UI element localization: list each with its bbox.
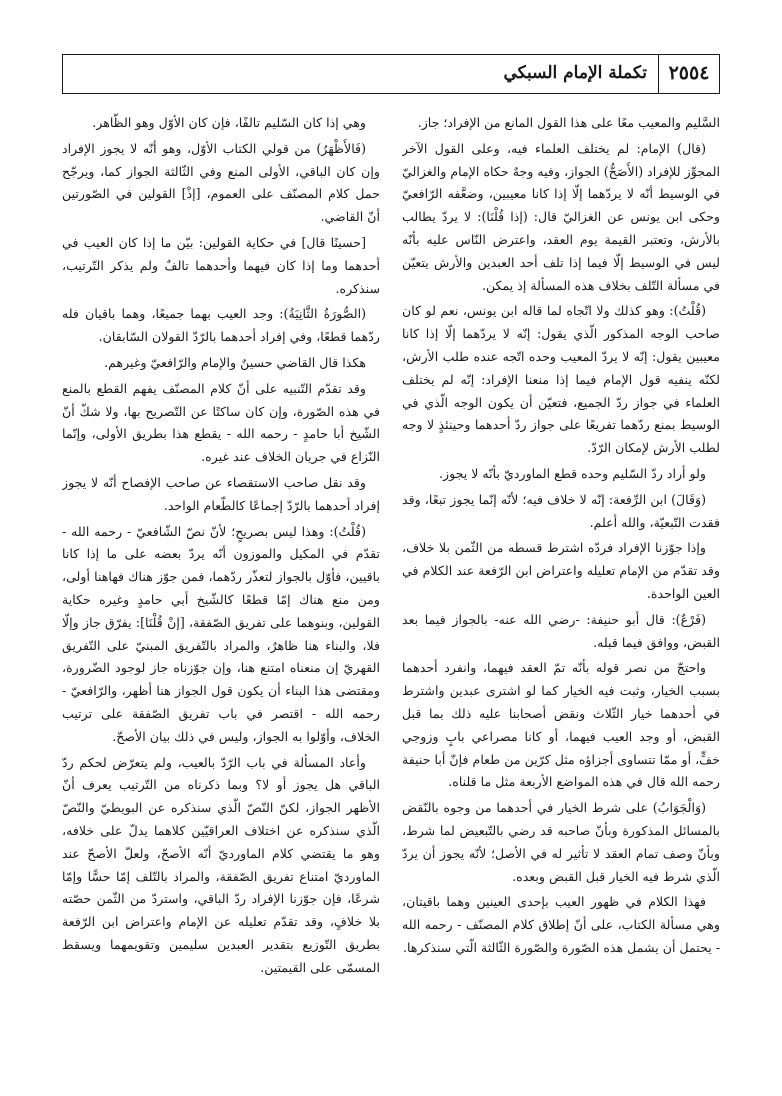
paragraph: (قال) الإمام: لم يختلف العلماء فيه، وعلى القول الآخر المجوِّز للإفراد (الأَصَحُّ) الجواز، وفيه وجهٌ حكاه الإمام والغزاليّ في الوسيط أنّه لا يردّهما إلّا إذا كانا معيبين، وضعَّفه الرّافعيّ وحكى ابن يونس عن الغزاليّ قال: (إذا قُلْنَا): لا يردّ يطالب بالأرش، وتعتبر القيمة يوم العقد، واعترض النّاس عليه بأنّه ليس في الوسيط إلّا فيما إذا تلف أحد العبدين والأرش يتعيّن في مسألة التّلف بخلاف هذه المسألة إذ يمكن.	[402, 140, 720, 293]
paragraph: (قُلْتُ): وهو كذلك ولا اتّجاه لما قاله ابن يونس، نعم لو كان صاحب الوجه المذكور الّذي يقول: إنّه لا يردّهما إلّا إذا كانا معيبين يقول: إنّه لا يردّ المعيب وحده اتّجه عنده طلب الأرش، لكنّه ينفيه قول الإمام فيما إذا منعنا الإفراد: إنّه لم يختلف العلماء في جواز ردّ الجميع، فتعيّن أن يكون الوجه الّذي في الوسيط بمنع ردّهما تفريعًا على جواز ردّ أحدهما وحينئذٍ لا وجه لطلب الأرش لإمكان الرّدّ.	[402, 303, 720, 456]
paragraph: [حسينًا قال] في حكاية القولين: بيّن ما إذا كان العيب في أحدهما وما إذا كان فيهما وأحدهما تالفٌ ولم يذكر التّرتيب، سنذكره.	[62, 234, 380, 296]
paragraph: واحتجّ من نصر قوله بأنّه تمّ العقد فيهما، وانفرد أحدهما بسبب الخيار، وثبت فيه الخيار كما لو اشترى عبدين واشترط في أحدهما خيار الثّلاث ونقض أصحابنا عليه ذلك بما قبل القبض، أو وجد العيب فيهما، أو كانا مصراعي بابٍ وزوجي خفٍّ، أو ممّا تتساوى أجزاؤه مثل كرّين من طعام فإنّ أبا حنيفة رحمه الله قال في هذه المواضع الأربعة مثل ما قلناه.	[402, 660, 720, 790]
paragraph: وإذا جوّزنا الإفراد فردّه اشترط قسطه من الثّمن بلا خلاف، وقد تقدّم من الإمام تعليله واعتراض ابن الرّفعة عند الكلام في العين الواحدة.	[402, 540, 720, 601]
paragraph: وأعاد المسألة في باب الرّدّ بالعيب، ولم يتعرّض لحكم ردّ الباقي هل يجوز أو لا؟ وبما ذكرناه من التّرتيب يعرف أنّ الأظهر الجواز، لكنّ النّصّ الّذي سنذكره عن البويطيّ والنّصّ الّذي سنذكره عن اختلاف العراقيّين كلاهما يدلّ على خلافه، وهو ما يقتضي كلام الماورديّ أنّه الأصحّ، ولعلّ الأصحّ عند الماورديّ امتناع تفريق الصّفقة، والمراد بالتّلف إمّا حسًّا وإمّا شرعًا، فإن جوّزنا الإفراد ردّ الباقي، واستردّ من الثّمن حصّته بلا خلافٍ، وقد تقدّم تعليله عن الإمام واعتراض ابن الرّفعة بطريق التّوزيع بتقدير العبدين سليمين وتقويمهما ويسقط المسمّى على القيمتين.	[62, 754, 380, 975]
paragraph: هكذا قال القاضي حسينٌ والإمام والرّافعيّ وغيرهم.	[104, 354, 366, 370]
paragraph: (الصُّورَةُ الثَّانِيَةُ): وجد العيب بهما جميعًا، وهما باقيان فله ردّهما قطعًا، وفي إفراد أحدهما بالرّدّ القولان السّابقان.	[62, 306, 380, 345]
paragraph: (وَالْجَوَابُ) على شرط الخيار في أحدهما من وجوه بالنّقض بالمسائل المذكورة وبأنّ صاحبه قد رضي بالتّبعيض لما شرط، وبأنّ وصف تمام العقد لا تأثير له في الأصل؛ لأنّه يجوز أن يردّ الّذي شرط فيه الخيار قبل القبض وبعده.	[402, 800, 720, 884]
paragraph: السَّليم والمعيب معًا على هذا القول المانع من الإفراد؛ جاز.	[417, 115, 720, 130]
page-header	[62, 54, 720, 94]
paragraph: (وَقَالَ) ابن الرِّفعة: إنّه لا خلاف فيه؛ لأنّه إنّما يجوز تبعًا، وقد فقدت التّبعيّة، والله أعلم.	[402, 491, 720, 530]
right-column	[402, 112, 720, 1080]
paragraph: ولو أراد ردّ السّليم وحده قطع الماورديّ بأنّه لا يجوز.	[439, 465, 706, 481]
paragraph: (قُلْتُ): وهذا ليس بصريحٍ؛ لأنّ نصّ الشّافعيّ - رحمه الله - تقدّم في المكيل والموزون أنّه يردّ بعضه على ما إذا كانا باقيين، فأوّل بالجواز لتعذّر ردّهما، فمن جوّز هناك فهاهنا أولى، ومن منع هناك إمّا قطعًا كالشّيخ أبي حامدٍ وغيره حكاية القولين، وبنوهما على تفريق الصّفقة، [إنْ قُلْنَا]: يفرّق جاز وإلّا فلا، والبناء هنا ظاهرٌ، والمراد بالتّفريق المبنيّ على التّفريق القهريّ إن منعناه امتنع هنا، وإن جوّزناه جاز لوجود الضّرورة، ومقتضى هذا البناء أن يكون قول الجواز هنا أظهر، والرّافعيّ - رحمه الله - اقتصر في باب تفريق الصّفقة على ترتيب الخلاف، وأوّلوا به الجواز، وليس في ذلك بيان الأصحّ.	[62, 523, 380, 744]
page-number: ٢٥٥٤	[658, 55, 719, 93]
paragraph: (فَالأَظْهَرُ) من قولي الكتاب الأوّل، وهو أنّه لا يجوز الإفراد وإن كان الباقي، الأولى المنع وفي الثّالثة الجواز كما، ويرجّح حمل كلام المصنّف على العموم، [إذْ] القولين في الصّورتين أنّ القاضي.	[62, 140, 380, 225]
paragraph: (فَرْعٌ): قال أبو حنيفة: -رضي الله عنه- بالجواز فيما بعد القبض، ووافق فيما قبله.	[402, 611, 720, 650]
left-column	[62, 112, 380, 1080]
paragraph: وقد تقدّم التّنبيه على أنّ كلام المصنّف يفهم القطع بالمنع في هذه الصّورة، وإن كان ساكتًا عن التّصريح بها، ولا شكّ أنّ الشّيخ أبا حامدٍ - رحمه الله - يقطع هذا بطريق الأولى، وإنّما النّزاع في جريان الخلاف عند غيره.	[62, 380, 380, 465]
book-title: تكملة الإمام السبكي	[503, 63, 647, 83]
paragraph: وهي إذا كان السّليم تالفًا، فإن كان الأوّل وهو الظّاهر.	[92, 115, 366, 130]
paragraph: وقد نقل صاحب الاستقصاء عن صاحب الإفصاح أنّه لا يجوز إفراد أحدهما بالرّدّ إجماعًا كالطّعام الواحد.	[62, 474, 380, 513]
paragraph: فهذا الكلام في ظهور العيب بإحدى العينين وهما باقيتان، وهي مسألة الكتاب، على أنّ إطلاق كلام المصنّف - رحمه الله - يحتمل أن يشمل هذه الصّورة والصّورة الثّالثة الّتي سنذكرها.	[402, 894, 720, 955]
